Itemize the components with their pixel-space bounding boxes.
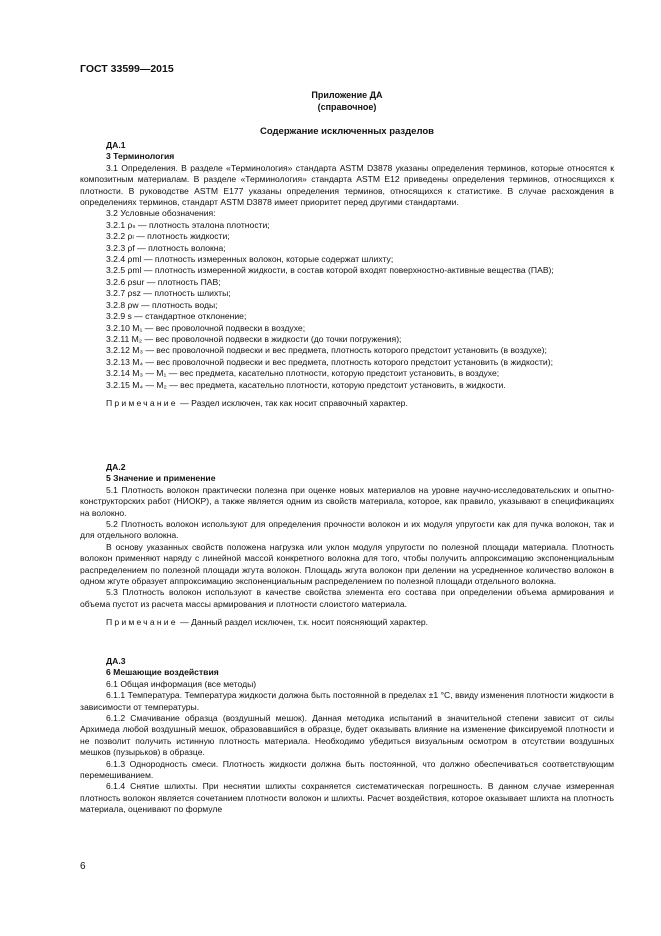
- da1-item: 3.2.8 ρw — плотность воды;: [106, 299, 218, 310]
- content-title: Содержание исключенных разделов: [259, 126, 435, 137]
- page-number: 6: [80, 861, 86, 872]
- da1-note: [80, 398, 614, 409]
- da2-note-label: Примечание: [106, 617, 178, 628]
- da2-label: ДА.2: [106, 462, 126, 472]
- section-da1: [80, 140, 614, 409]
- appendix-title: Приложение ДА: [311, 90, 383, 100]
- da3-heading: 6 Мешающие воздействия: [106, 667, 219, 678]
- da2-note-text: — Данный раздел исключен, т.к. носит поясняющий характер.: [177, 617, 429, 628]
- da1-label: ДА.1: [106, 140, 126, 150]
- da1-item: 3.2.7 ρsz — плотность шлихты;: [106, 288, 231, 299]
- da1-paragraph-2: 3.2 Условные обозначения:: [106, 208, 216, 219]
- appendix-heading: [80, 89, 614, 113]
- da1-item: 3.2.5 ρml — плотность измеренной жидкости, в состав которой входят поверхностно-активные вещества (ПАВ);: [106, 265, 554, 276]
- da1-note-label: Примечание: [106, 397, 178, 408]
- da3-label: ДА.3: [106, 656, 126, 666]
- da1-item: 3.2.10 M₁ — вес проволочной подвески в воздухе;: [106, 322, 306, 333]
- da1-item: 3.2.4 ρml — плотность измеренных волокон, которые содержат шлихту;: [106, 254, 394, 265]
- da3-paragraph-4: 6.1.3 Однородность смеси. Плотность жидкости должна быть постоянной, что должно обеспечиваться соответствующим перемешиванием.: [80, 758, 614, 781]
- da2-paragraph-3: В основу указанных свойств положена нагрузка или уклон модуля упругости по полезной площади материала. Плотность волокон применяют наряду с линейной массой конкретного волокна для того, чтобы получить аппроксимацию экспоненциальным распределением по полезной площади жгута волокон. Площадь жгута волокон при делении на усредненное количество волокон в одном жгуте образует аппроксимацию экспоненциальным распределением по полезной площади отдельного волокна.: [80, 541, 614, 587]
- da1-note-text: — Раздел исключен, так как носит справочный характер.: [177, 397, 408, 408]
- da1-item: 3.2.6 ρsur — плотность ПАВ;: [106, 276, 221, 287]
- da1-item: 3.2.9 s — стандартное отклонение;: [106, 311, 247, 322]
- da1-item: 3.2.14 M₃ — M₁ — вес предмета, касательно плотности, которую предстоит установить, в воздухе;: [106, 368, 500, 379]
- da1-heading: 3 Терминология: [106, 151, 175, 162]
- da3-paragraph-2: 6.1.1 Температура. Температура жидкости должна быть постоянной в пределах ±1 °C, ввиду изменения плотности жидкости в зависимости от температуры.: [80, 690, 614, 712]
- da1-item: 3.2.2 ρₗ — плотность жидкости;: [106, 231, 230, 242]
- section-da2: [80, 462, 614, 629]
- da2-paragraph-2: 5.2 Плотность волокон используют для определения прочности волокон и их модуля упругости как для пучка волокон, так и для отдельного волокна.: [80, 519, 614, 541]
- da1-item: 3.2.12 M₃ — вес проволочной подвески и вес предмета, плотность которого предстоит установить (в воздухе);: [106, 345, 547, 356]
- da3-paragraph-1: 6.1 Общая информация (все методы): [106, 678, 257, 689]
- da2-paragraph-4: 5.3 Плотность волокон используют в качестве свойства элемента его состава при определении объема армирования и объема пустот из расчета массы армирования и плотности слоистого материала.: [80, 587, 614, 609]
- da1-item: 3.2.13 M₄ — вес проволочной подвески и вес предмета, плотность которого предстоит установить (в жидкости);: [106, 356, 553, 367]
- da1-paragraph-1: 3.1 Определения. В разделе «Терминология» стандарта ASTM D3878 указаны определения терминов, которые относятся к композитным материалам. В разделе «Терминология» стандарта ASTM E12 приведены определения терминов, относящихся к плотности. В руководстве ASTM E177 указаны определения терминов, относящихся к статистике. В случае расхождения в определениях терминов, стандарт ASTM D3878 имеет приоритет перед другими стандартами.: [80, 162, 614, 208]
- da1-item: 3.2.15 M₄ — M₂ — вес предмета, касательно плотности, которую предстоит установить, в жидкости.: [106, 379, 506, 390]
- da2-note: [80, 617, 614, 628]
- section-da3: [80, 656, 614, 816]
- da3-paragraph-5: 6.1.4 Снятие шлихты. При неснятии шлихты сохраняется систематическая погрешность. В данном случае измеренная плотность волокон является сочетанием плотности волокон и шлихты. Расчет воздействия, которое оказывает шлихта на плотность материала, оценивают по формуле: [80, 781, 614, 815]
- da3-paragraph-3: 6.1.2 Смачивание образца (воздушный мешок). Данная методика испытаний в значительной степени зависит от силы Архимеда любой воздушный мешок, образовавшийся в образце, будет оказывать влияние на изменение фиксируемой плотности и не позволит получить истинную плотность материала. Необходимо убедиться визуальным осмотром в отсутствии воздушных мешков (пузырьков) в образце.: [80, 713, 614, 758]
- standard-header: ГОСТ 33599—2015: [80, 63, 174, 75]
- appendix-subtitle: (справочное): [317, 102, 377, 112]
- da2-heading: 5 Значение и применение: [106, 473, 216, 484]
- da1-item: 3.2.1 ρₛ — плотность эталона плотности;: [106, 219, 270, 230]
- da2-paragraph-1: 5.1 Плотность волокон практически полезна при оценке новых материалов на уровне научно-исследовательских и опытно-конструкторских работ (НИОКР), а также является одним из свойств материала, которое, как правило, указывают в спецификациях на волокно.: [80, 484, 614, 518]
- da1-item: 3.2.11 M₂ — вес проволочной подвески в жидкости (до точки погружения);: [106, 333, 402, 344]
- da1-item: 3.2.3 ρf — плотность волокна;: [106, 242, 226, 253]
